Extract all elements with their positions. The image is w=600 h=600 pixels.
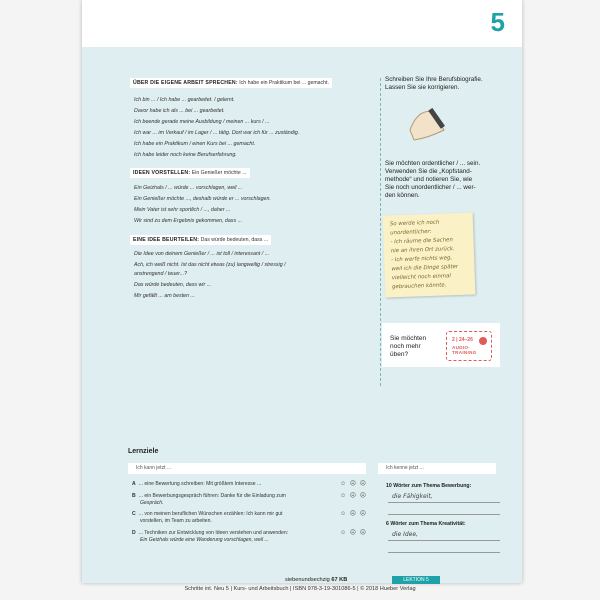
phrase-line: Ein Geizhals / ... würde ... vorschlagen, weil ... bbox=[134, 185, 243, 191]
phrase-line: Ach, ich weiß nicht. Ist das nicht etwas (zu) langweilig / stressig / bbox=[134, 262, 286, 268]
note-line: So werde ich noch bbox=[389, 219, 440, 228]
column-divider bbox=[380, 78, 381, 386]
phrase-line: Mein Vater ist sehr sportlich / ..., daher ... bbox=[134, 207, 231, 213]
audio-label: AUDIO- TRAINING bbox=[452, 345, 477, 355]
note-line: - Ich werfe nichts weg, bbox=[391, 255, 453, 264]
textbook-page bbox=[82, 0, 522, 583]
pen-paper-icon bbox=[404, 100, 456, 148]
phrase-line: Ich beende gerade meine Ausbildung / meinen ... kurs / ... bbox=[134, 119, 270, 125]
write-line bbox=[388, 502, 500, 503]
know-now-bar: Ich kenne jetzt ... bbox=[378, 463, 496, 474]
rating-smileys[interactable]: ☺ ☹ ☹ bbox=[340, 481, 367, 487]
phrase-line: Ein Genießer möchte ..., deshalb würde er ... vorschlagen. bbox=[134, 196, 271, 202]
phrase-line: Ich war ... im Verkauf / im Lager / ... tätig. Dort war ich für ... zuständig. bbox=[134, 130, 300, 136]
rating-smileys[interactable]: ☺ ☹ ☹ bbox=[340, 511, 367, 517]
phrase-line: Wir sind zu dem Ergebnis gekommen, dass ... bbox=[134, 218, 242, 224]
note-line: unordentlicher: bbox=[390, 228, 432, 237]
tidy-task: Sie möchten ordentlicher / ... sein. Verwenden Sie die „Kopfstand- methode“ und notieren Sie, wie Sie noch unordentlicher / ... wer- den können. bbox=[385, 160, 481, 199]
words-kreativitaet-title: 6 Wörter zum Thema Kreativität: bbox=[386, 521, 466, 527]
page-number: siebenundsechzig 67 KB bbox=[285, 577, 348, 583]
words-bewerbung-title: 10 Wörter zum Thema Bewerbung: bbox=[386, 483, 472, 489]
top-band bbox=[82, 0, 522, 47]
write-line bbox=[388, 540, 500, 541]
rating-smileys[interactable]: ☺ ☹ ☹ bbox=[340, 493, 367, 499]
phrase-line: Ich habe ein Praktikum / einen Kurs bei ... gemacht. bbox=[134, 141, 256, 147]
lernziele-title: Lernziele bbox=[128, 448, 159, 455]
biography-task: Schreiben Sie Ihre Berufsbiografie. Lassen Sie sie korrigieren. bbox=[385, 76, 483, 91]
phrase-line: Davor habe ich als ... bei ... gearbeitet. bbox=[134, 108, 225, 114]
speaker-icon bbox=[479, 337, 487, 345]
audio-question: Sie möchten noch mehr üben? bbox=[390, 335, 427, 358]
note-line: vielleicht noch einmal bbox=[391, 273, 451, 282]
words-kreativitaet-value[interactable]: die Idee, bbox=[392, 531, 418, 538]
write-line bbox=[388, 552, 500, 553]
goal-item: D ... Techniken zur Entwicklung von Ideen verstehen und anwenden: Ein Geizhals würde eine Wanderung vorschlagen, weil ... bbox=[132, 530, 289, 543]
phrase-line: Ich bin ... / Ich habe ... gearbeitet. / gelernt. bbox=[134, 97, 235, 103]
audio-training-badge[interactable] bbox=[446, 331, 492, 361]
phrase-line: Ich habe leider noch keine Berufserfahrung. bbox=[134, 152, 237, 158]
note-line: - Ich räume die Sachen bbox=[390, 237, 453, 246]
section-header-ideen: IDEEN VORSTELLEN: Ein Genießer möchte ... bbox=[130, 168, 250, 178]
lesson-number: 5 bbox=[490, 7, 505, 37]
phrase-line: Die Idee von deinem Genießer / ... ist toll / interessant / ... bbox=[134, 251, 270, 257]
section-header-beurteilen: EINE IDEE BEURTEILEN: Das würde bedeuten, dass ... bbox=[130, 235, 271, 245]
audio-track-ref: 2 | 24–26 bbox=[452, 337, 473, 343]
note-line: weil ich die Dinge später bbox=[391, 263, 459, 273]
footer-credit: Schritte int. Neu 5 | Kurs- und Arbeitsbuch | ISBN 978-3-19-301086-5 | © 2018 Hueber Verlag bbox=[184, 586, 416, 592]
can-now-bar: Ich kann jetzt ... bbox=[128, 463, 366, 474]
sticky-note bbox=[383, 212, 476, 297]
rating-smileys[interactable]: ☺ ☹ ☹ bbox=[340, 530, 367, 536]
phrase-line: Mir gefällt ... am besten ... bbox=[134, 293, 195, 299]
section-header-arbeit: ÜBER DIE EIGENE ARBEIT SPRECHEN: Ich habe ein Praktikum bei ... gemacht. bbox=[130, 78, 332, 88]
phrase-line: Das würde bedeuten, dass wir ... bbox=[134, 282, 212, 288]
goal-item: C ... von meinen beruflichen Wünschen erzählen: Ich kann mir gut vorstellen, im Team zu arbeiten. bbox=[132, 511, 283, 524]
lektion-tab: LEKTION 5 bbox=[392, 576, 440, 584]
goal-item: A ... eine Bewertung schreiben: Mit größtem Interesse ... bbox=[132, 481, 262, 487]
words-bewerbung-value[interactable]: die Fähigkeit, bbox=[392, 493, 433, 500]
goal-item: B ... ein Bewerbungsgespräch führen: Danke für die Einladung zum Gespräch. bbox=[132, 493, 286, 506]
note-line: nie an ihren Ort zurück. bbox=[390, 246, 455, 255]
audio-training-box bbox=[382, 323, 500, 367]
phrase-line: anstrengend / teuer...? bbox=[134, 271, 188, 277]
write-line bbox=[388, 514, 500, 515]
note-line: gebrauchen könnte. bbox=[392, 282, 447, 291]
